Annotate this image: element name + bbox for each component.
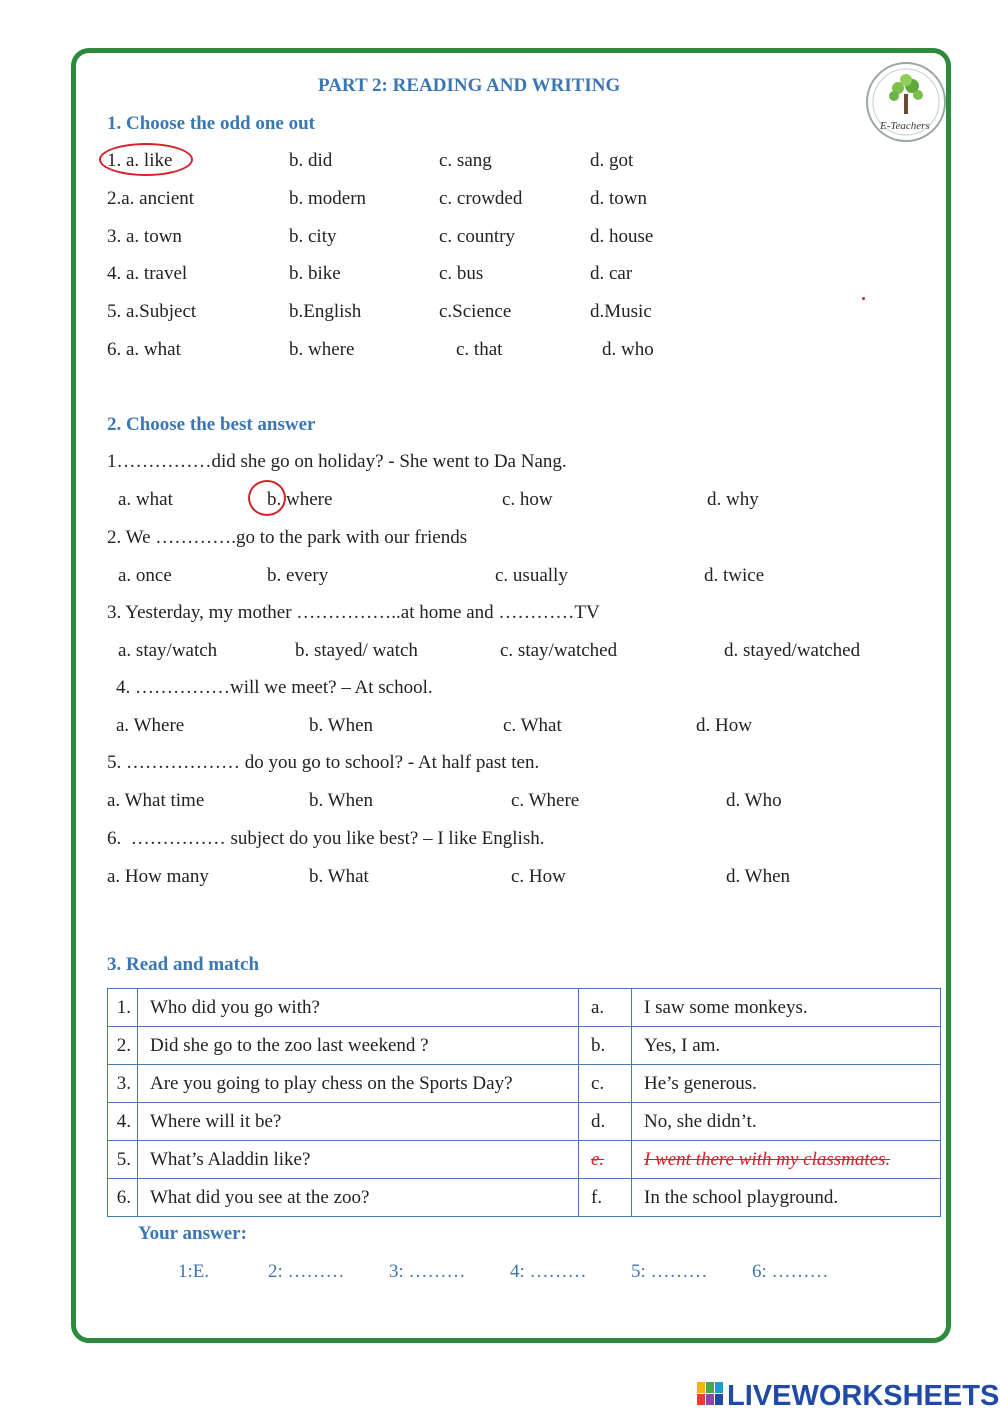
answer-option[interactable]: a. How many: [107, 866, 209, 887]
answer-option[interactable]: b. stayed/ watch: [295, 640, 418, 661]
table-row: [108, 1103, 941, 1141]
answer-option[interactable]: b. where: [267, 489, 333, 510]
row-number: 1.: [108, 989, 138, 1027]
table-row: [108, 1065, 941, 1103]
odd-option[interactable]: d. car: [590, 263, 633, 284]
odd-option[interactable]: c. sang: [439, 150, 492, 171]
odd-option[interactable]: b. where: [289, 339, 355, 360]
answer-option[interactable]: c. How: [511, 866, 566, 887]
row-number: 5.: [108, 1141, 138, 1179]
match-table: [107, 988, 941, 1217]
liveworksheets-brand[interactable]: LIVEWORKSHEETS: [727, 1380, 1000, 1412]
answer-option[interactable]: c. What: [503, 715, 562, 736]
answer-option[interactable]: d. why: [707, 489, 759, 510]
odd-option[interactable]: c.Science: [439, 301, 512, 322]
row-number: 4.: [108, 1103, 138, 1141]
table-row: [108, 1141, 941, 1179]
odd-option[interactable]: 2.a. ancient: [107, 188, 195, 209]
odd-option[interactable]: b. bike: [289, 263, 341, 284]
match-answer: He’s generous.: [632, 1065, 941, 1103]
answer-field-1[interactable]: 1:E.: [178, 1261, 210, 1282]
odd-option[interactable]: d. got: [590, 150, 634, 171]
answer-option[interactable]: d. Who: [726, 790, 782, 811]
odd-option[interactable]: c. country: [439, 226, 515, 247]
match-answer-struck: I went there with my classmates.: [632, 1141, 941, 1179]
liveworksheets-logo-icon: [697, 1382, 723, 1406]
e-teachers-logo: [866, 62, 946, 142]
table-row: [108, 989, 941, 1027]
answer-letter: b.: [579, 1027, 632, 1065]
odd-option[interactable]: 3. a. town: [107, 226, 182, 247]
answer-option[interactable]: a. what: [118, 489, 173, 510]
odd-option[interactable]: 6. a. what: [107, 339, 181, 360]
odd-option[interactable]: d.Music: [590, 301, 652, 322]
row-number: 6.: [108, 1179, 138, 1217]
table-row: [108, 1179, 941, 1217]
question-text: 1……………did she go on holiday? - She went to Da Nang.: [107, 451, 567, 472]
answer-option[interactable]: a. stay/watch: [118, 640, 218, 661]
question-text: 4. ……………will we meet? – At school.: [116, 677, 433, 698]
match-answer: No, she didn’t.: [632, 1103, 941, 1141]
match-answer: In the school playground.: [632, 1179, 941, 1217]
odd-option[interactable]: c. crowded: [439, 188, 523, 209]
answer-letter: c.: [579, 1065, 632, 1103]
answer-option[interactable]: b. When: [309, 790, 374, 811]
answer-option[interactable]: d. twice: [704, 565, 765, 586]
red-dot-mark: [862, 297, 865, 300]
answer-option[interactable]: d. How: [696, 715, 752, 736]
answer-field-5[interactable]: 5: ………: [631, 1261, 708, 1282]
answer-option[interactable]: c. Where: [511, 790, 580, 811]
question-text: 6. …………… subject do you like best? – I like English.: [107, 828, 545, 849]
answer-option[interactable]: b. every: [267, 565, 329, 586]
odd-option[interactable]: 1. a. like: [107, 150, 173, 171]
row-number: 3.: [108, 1065, 138, 1103]
section1-heading: 1. Choose the odd one out: [107, 113, 315, 134]
odd-option[interactable]: b. city: [289, 226, 337, 247]
answer-option[interactable]: b. What: [309, 866, 369, 887]
question-text: 5. ……………… do you go to school? - At half past ten.: [107, 752, 540, 773]
answer-option[interactable]: d. stayed/watched: [724, 640, 861, 661]
odd-option[interactable]: d. house: [590, 226, 654, 247]
match-question: Are you going to play chess on the Sports Day?: [138, 1065, 579, 1103]
logo-text: E-Teachers: [880, 120, 930, 132]
answer-letter-struck: e.: [579, 1141, 632, 1179]
answer-letter: a.: [579, 989, 632, 1027]
page-title: PART 2: READING AND WRITING: [318, 75, 621, 96]
match-question: Where will it be?: [138, 1103, 579, 1141]
section3-heading: 3. Read and match: [107, 954, 260, 975]
answer-option[interactable]: a. Where: [116, 715, 185, 736]
answer-field-6[interactable]: 6: ………: [752, 1261, 829, 1282]
odd-option[interactable]: c. bus: [439, 263, 484, 284]
answer-option[interactable]: b. When: [309, 715, 374, 736]
answer-field-3[interactable]: 3: ………: [389, 1261, 466, 1282]
answer-option[interactable]: c. usually: [495, 565, 568, 586]
row-number: 2.: [108, 1027, 138, 1065]
answer-option[interactable]: c. stay/watched: [500, 640, 618, 661]
answer-letter: d.: [579, 1103, 632, 1141]
answer-option[interactable]: c. how: [502, 489, 553, 510]
match-answer: Yes, I am.: [632, 1027, 941, 1065]
match-answer: I saw some monkeys.: [632, 989, 941, 1027]
odd-option[interactable]: b. did: [289, 150, 333, 171]
answer-letter: f.: [579, 1179, 632, 1217]
answer-field-2[interactable]: 2: ………: [268, 1261, 345, 1282]
answer-option[interactable]: a. What time: [107, 790, 205, 811]
odd-option[interactable]: b. modern: [289, 188, 367, 209]
question-text: 2. We ………….go to the park with our friends: [107, 527, 468, 548]
odd-option[interactable]: d. town: [590, 188, 647, 209]
question-text: 3. Yesterday, my mother ……………..at home and …………TV: [107, 602, 600, 623]
section2-heading: 2. Choose the best answer: [107, 414, 316, 435]
odd-option[interactable]: b.English: [289, 301, 362, 322]
odd-option[interactable]: 4. a. travel: [107, 263, 188, 284]
answer-option[interactable]: d. When: [726, 866, 791, 887]
table-row: [108, 1027, 941, 1065]
match-question: What’s Aladdin like?: [138, 1141, 579, 1179]
answer-field-4[interactable]: 4: ………: [510, 1261, 587, 1282]
match-question: What did you see at the zoo?: [138, 1179, 579, 1217]
answer-option[interactable]: a. once: [118, 565, 172, 586]
your-answer-label: Your answer:: [138, 1223, 247, 1244]
odd-option[interactable]: d. who: [602, 339, 654, 360]
match-question: Did she go to the zoo last weekend ?: [138, 1027, 579, 1065]
odd-option[interactable]: c. that: [456, 339, 503, 360]
odd-option[interactable]: 5. a.Subject: [107, 301, 197, 322]
match-question: Who did you go with?: [138, 989, 579, 1027]
